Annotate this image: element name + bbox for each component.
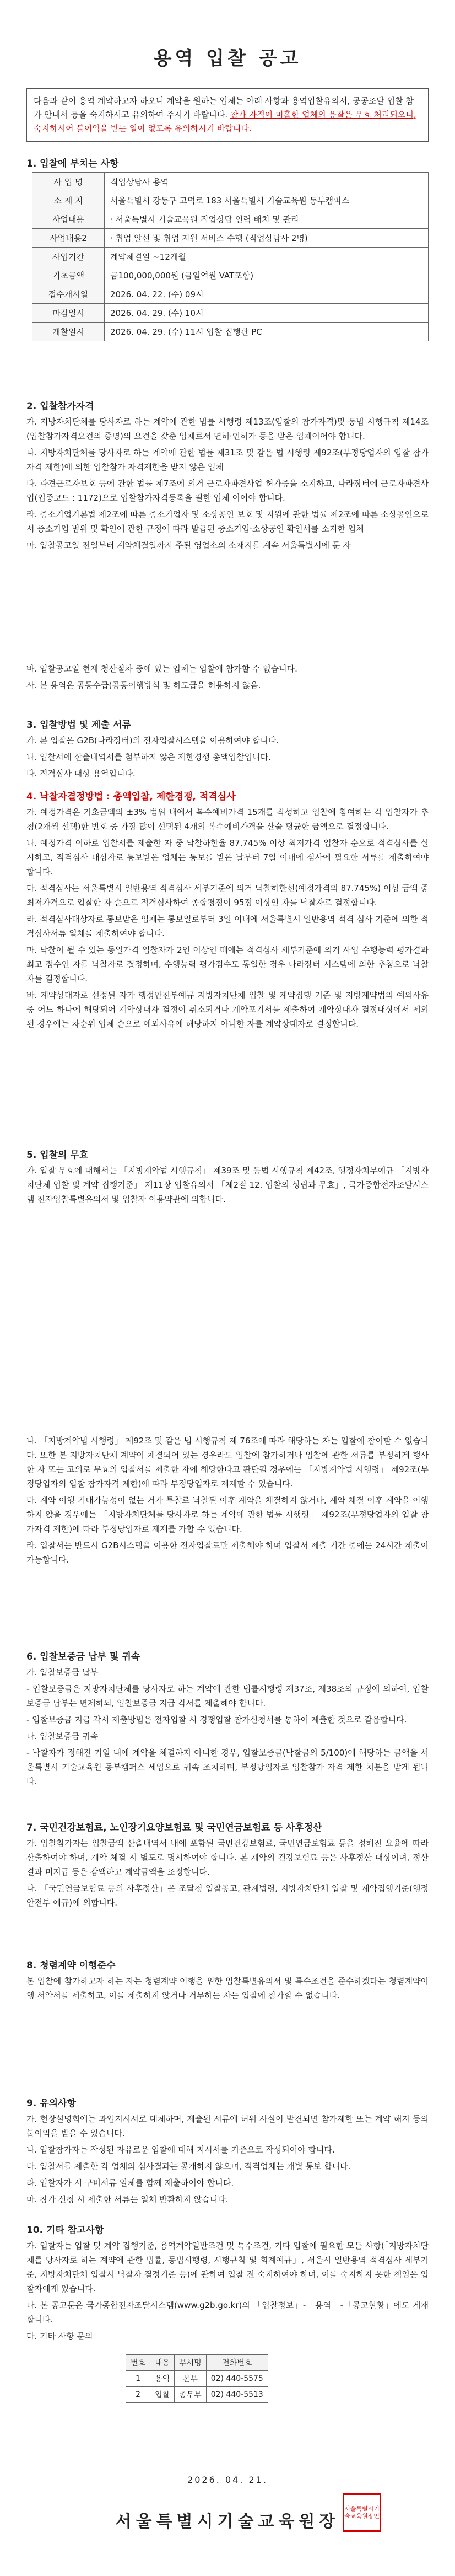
paragraph: 다. 파견근로자보호 등에 관한 법률 제7조에 의거 근로자파견사업 허가증을 소지하고, 나라장터에 근로자파견사업(업종코드 : 1172)으로 입찰참가자격등록을 필한 업체 이어야 합니다. [26, 479, 429, 503]
official-seal: 서울특별시기술교육원장인 [343, 2493, 381, 2532]
section-3-heading: 3. 입찰방법 및 제출 서류 [26, 720, 131, 731]
bid-info-table [32, 172, 429, 341]
info-value: · 서울특별시 기술교육원 직업상담 인력 배치 및 관리 [105, 210, 429, 229]
paragraph: 사. 본 용역은 공동수급(공동이행방식 및 하도급을 허용하지 않음. [26, 680, 261, 690]
contact-cell: 02) 440-5575 [206, 2371, 268, 2387]
contact-header-cell: 전화번호 [206, 2355, 268, 2371]
paragraph: 나. 예정가격 이하로 입찰서를 제출한 자 중 낙찰하한율 87.745% 이상 최저가격 입찰자 순으로 적격심사를 실시하고, 적격심사 대상자로 통보받은 업체는 통보를 받은 날부터 7일 이내에 심사에 필요한 서류를 제출하여야 합니다. [26, 838, 429, 877]
section-10-body [26, 2239, 429, 2346]
section-6-heading: 6. 입찰보증금 납부 및 귀속 [26, 1651, 140, 1662]
contact-cell: 총무부 [175, 2387, 207, 2403]
info-key: 개찰일시 [32, 323, 105, 341]
section-7-body [26, 1836, 429, 1912]
paragraph: 다. 기타 사항 문의 [26, 2331, 93, 2341]
paragraph: 다. 입찰서를 제출한 각 업체의 심사결과는 공개하지 않으며, 적격업체는 개별 통보 합니다. [26, 2161, 351, 2171]
paragraph: 가. 입찰 무효에 대해서는 「지방계약법 시행규칙」 제39조 및 동법 시행규칙 제42조, 행정자치부예규 「지방자치단체 입찰 및 계약 집행기준」 제11장 입찰유의서 「제2절 12. 입찰의 성립과 무효」, 국가종합전자조달시스템 전자입찰특별유의서 및 입찰자 이용약관에 의합니다. [26, 1166, 429, 1204]
section-2-heading: 2. 입찰참가자격 [26, 401, 94, 412]
contact-cell: 2 [126, 2387, 150, 2403]
info-key: 접수개시일 [32, 285, 105, 304]
info-key: 마감일시 [32, 304, 105, 323]
section-2-extra [26, 662, 429, 695]
paragraph: 라. 입찰자가 시 구비서류 일체를 함께 제출하여야 합니다. [26, 2178, 234, 2188]
paragraph: 가. 본 입찰은 G2B(나라장터)의 전자입찰시스템을 이용하여야 합니다. [26, 736, 279, 745]
paragraph: 가. 지방자치단체를 당사자로 하는 계약에 관한 법률 시행령 제13조(입찰의 참가자격)및 동법 시행규칙 제14조(입찰참가자격요건의 증명)의 요건을 갖춘 업체로서 면허·인허가 등을 받은 업체이어야 합니다. [26, 417, 429, 441]
section-3-body [26, 733, 429, 783]
contact-cell: 1 [126, 2371, 150, 2387]
info-value: 서울특별시 강동구 고덕로 183 서울특별시 기술교육원 동부캠퍼스 [105, 191, 429, 210]
info-value: 금100,000,000원 (금일억원 VAT포함) [105, 266, 429, 285]
paragraph: 라. 중소기업기본법 제2조에 따른 중소기업자 및 소상공인 보호 및 지원에 관한 법률 제2조에 따른 소상공인으로서 중소기업 범위 및 확인에 관한 규정에 따라 발급된 중소기업·소상공인 확인서를 소지한 업체 [26, 509, 429, 534]
paragraph: 바. 입찰공고일 현재 청산절차 중에 있는 업체는 입찰에 참가할 수 없습니다. [26, 664, 297, 674]
paragraph: - 입찰보증금 지급 각서 제출방법은 전자입찰 시 경쟁입찰 참가신청서를 통하여 제출한 것으로 갈음합니다. [26, 1715, 407, 1725]
intro-warning: 참가 자격이 미흡한 업체의 응찰은 무효 처리되오니, 숙지하시어 불이익을 받는 일이 없도록 유의하시기 바랍니다. [34, 110, 416, 133]
info-key: 기초금액 [32, 266, 105, 285]
info-value: 2026. 04. 29. (수) 11시 입찰 집행관 PC [105, 323, 429, 341]
notice-date: 2026. 04. 21. [187, 2475, 268, 2485]
paragraph: 가. 예정가격은 기초금액의 ±3% 범위 내에서 복수예비가격 15개를 작성하고 입찰에 참여하는 각 입찰자가 추첨(2개씩 선택)한 번호 중 가장 많이 선택된 4개의 복수예비가격을 산술 평균한 금액으로 결정합니다. [26, 807, 429, 831]
section-1-heading: 1. 입찰에 부치는 사항 [26, 158, 119, 169]
section-10-heading: 10. 기타 참고사항 [26, 2225, 104, 2236]
contact-row [126, 2387, 268, 2403]
info-row [32, 248, 429, 266]
info-value: 2026. 04. 22. (수) 09시 [105, 285, 429, 304]
info-value: 직업상담사 용역 [105, 173, 429, 191]
paragraph: 나. 입찰서에 산출내역서를 첨부하지 않은 제한경쟁 총액입찰입니다. [26, 752, 271, 762]
paragraph: - 입찰보증금은 지방자치단체를 당사자로 하는 계약에 관한 법률시행령 제37조, 제38조의 규정에 의하여, 입찰보증금 납부는 면제하되, 입찰보증금 지급 각서를 제출해야 합니다. [26, 1684, 429, 1708]
section-4-body [26, 805, 429, 1033]
paragraph: 나. 「국민연금보험료 등의 사후정산」은 조달청 입찰공고, 관계법령, 지방자치단체 입찰 및 계약집행기준(행정안전부 예규)에 의합니다. [26, 1883, 429, 1908]
info-row [32, 304, 429, 323]
paragraph: 본 입찰에 참가하고자 하는 자는 청렴계약 이행을 위한 입찰특별유의서 및 특수조건을 준수하겠다는 청렴계약이행 서약서를 제출하고, 이를 제출하지 않거나 거부하는 자는 입찰에 참가할 수 없습니다. [26, 1976, 429, 2000]
section-9-heading: 9. 유의사항 [26, 2098, 76, 2109]
paragraph: 가. 입찰자는 입찰 및 계약 집행기준, 용역계약일반조건 및 특수조건, 기타 입찰에 필요한 모든 사항(「지방자치단체를 당사자로 하는 계약에 관한 법률, 동법시행령, 시행규칙 및 회계예규」, 서울시 일반용역 적격심사 세부기준, 지방자치단체 입찰시 낙찰자 결정기준 등)에 관하여 입찰 전 숙지하여야 하며, 이를 숙지하지 못한 책임은 입찰자에게 있습니다. [26, 2241, 429, 2294]
contact-table [126, 2354, 268, 2403]
contact-cell: 입찰 [150, 2387, 175, 2403]
paragraph: 라. 적격심사대상자로 통보받은 업체는 통보일로부터 3일 이내에 서울특별시 일반용역 적격 심사 기준에 의한 적격심사서류 일체를 제출하여야 합니다. [26, 914, 429, 938]
paragraph: 라. 입찰서는 반드시 G2B시스템을 이용한 전자입찰로만 제출해야 하며 입찰서 제출 기간 중에는 24시간 제출이 가능합니다. [26, 1541, 429, 1565]
paragraph: 가. 현장설명회에는 과업지시서로 대체하며, 제출된 서류에 허위 사실이 발견되면 참가제한 또는 계약 해지 등의 불이익을 받을 수 있습니다. [26, 2114, 429, 2138]
paragraph: 가. 입찰보증금 납부 [26, 1667, 99, 1677]
section-8-heading: 8. 청렴계약 이행준수 [26, 1960, 116, 1971]
paragraph: 다. 적격심사는 서울특별시 일반용역 적격심사 세부기준에 의거 낙찰하한선(예정가격의 87.745%) 이상 금액 중 최저가격으로 입찰한 자 순으로 적격심사하여 종합평점이 95점 이상인 자를 낙찰자로 결정합니다. [26, 883, 429, 908]
section-8-body [26, 1974, 429, 2005]
info-key: 사 업 명 [32, 173, 105, 191]
info-row [32, 266, 429, 285]
contact-header-cell: 내용 [150, 2355, 175, 2371]
paragraph: 가. 입찰참가자는 입찰금액 산출내역서 내에 포함된 국민건강보험료, 국민연금보험료 등을 정해진 요율에 따라 산출하여야 하며, 계약 체결 시 별도로 명시하여야 합니다. 본 계약의 건강보험료 등은 사후정산 대상이며, 정산 결과 미지급 등은 감액하고 계약금액을 조정합니다. [26, 1838, 429, 1877]
intro-text: 다음과 같이 용역 계약하고자 하오니 계약을 원하는 업체는 아래 사항과 용역입찰유의서, 공공조달 입찰 참가 안내서 등을 숙지하시고 유의하여 주시기 바랍니다. [34, 96, 414, 120]
section-5-heading: 5. 입찰의 무효 [26, 1150, 89, 1161]
contact-row [126, 2371, 268, 2387]
contact-cell: 본부 [175, 2371, 207, 2387]
info-value: 계약체결일 ~12개월 [105, 248, 429, 266]
page-title: 용역 입찰 공고 [153, 47, 302, 69]
paragraph: 다. 적격심사 대상 용역입니다. [26, 769, 136, 779]
section-4-heading: 4. 낙찰자결정방법 : 총액입찰, 제한경쟁, 적격심사 [26, 791, 236, 802]
paragraph: 마. 참가 신청 시 제출한 서류는 일체 반환하지 않습니다. [26, 2194, 229, 2204]
paragraph: - 낙찰자가 정해진 기일 내에 계약을 체결하지 아니한 경우, 입찰보증금(낙찰금의 5/100)에 해당하는 금액을 서울특별시 기술교육원 동부캠퍼스 세입으로 귀속 조치하며, 부정당업자로 입찰참가 자격 제한 처분을 받게 됩니다. [26, 1748, 429, 1786]
contact-cell: 02) 440-5513 [206, 2387, 268, 2403]
contact-header-cell: 부서명 [175, 2355, 207, 2371]
info-row [32, 191, 429, 210]
section-2-body [26, 415, 429, 555]
contact-cell: 용역 [150, 2371, 175, 2387]
paragraph: 다. 계약 이행 기대가능성이 없는 거가 투찰로 낙찰된 이후 계약을 체결하지 않거나, 계약 체결 이후 계약을 이행하지 않을 경우에는 「지방자치단체를 당사자로 하는 계약에 관한 법률 시행령」 제92조(부정당업자의 입찰 참가자격 제한)에 따라 부정당업자로 제재를 가할 수 있습니다. [26, 1495, 429, 1534]
info-row [32, 323, 429, 341]
paragraph: 나. 지방자치단체를 당사자로 하는 계약에 관한 법률 제31조 및 같은 법 시행령 제92조(부정당업자의 입찰 참가자격 제한)에 의한 입찰참가 자격제한을 받지 않은 업체 [26, 448, 429, 472]
info-key: 사업내용 [32, 210, 105, 229]
info-key: 사업내용2 [32, 229, 105, 248]
paragraph: 마. 입찰공고일 전일부터 계약체결일까지 주된 영업소의 소재지를 계속 서울특별시에 둔 자 [26, 540, 351, 550]
paragraph: 마. 낙찰이 될 수 있는 동일가격 입찰자가 2인 이상인 때에는 적격심사 세부기준에 의거 사업 수행능력 평가결과 최고 점수인 자를 낙찰자로 결정하며, 수행능력 평가점수도 동일한 경우 나라장터 시스템에 의한 추첨으로 낙찰자를 결정합니다. [26, 945, 429, 984]
contact-header-cell: 번호 [126, 2355, 150, 2371]
info-row [32, 285, 429, 304]
info-row [32, 173, 429, 191]
section-5-body [26, 1163, 429, 1209]
section-5-extra [26, 1434, 429, 1569]
paragraph: 나. 「지방계약법 시행령」 제92조 및 같은 법 시행규칙 제 76조에 따라 해당하는 자는 입찰에 참여할 수 없습니다. 또한 본 지방자치단체 계약이 체결되어 있는 경우라도 입찰에 참가하거나 입찰에 관한 서류를 부정하게 행사한 자 또는 고의로 무효의 입찰서를 제출한 자에 해당한다고 판단될 경우에는 「지방계약법 시행령」 제92조(부정당업자의 입찰 참가자격 제한)에 따라 부정당업자로 제재할 수 있습니다. [26, 1436, 429, 1489]
section-7-heading: 7. 국민건강보험료, 노인장기요양보험료 및 국민연금보험료 등 사후정산 [26, 1822, 322, 1833]
section-6-body [26, 1665, 429, 1791]
paragraph: 나. 입찰보증금 귀속 [26, 1731, 99, 1741]
paragraph: 나. 본 공고문은 국가종합전자조달시스템(www.g2b.go.kr)의 「입찰정보」-「용역」-「공고현황」에도 게재합니다. [26, 2300, 429, 2325]
info-row [32, 210, 429, 229]
paragraph: 나. 입찰참가자는 작성된 자유로운 입찰에 대해 지시서를 기준으로 작성되어야 합니다. [26, 2145, 335, 2155]
intro-box [26, 88, 429, 142]
info-row [32, 229, 429, 248]
paragraph: 바. 계약상대자로 선정된 자가 행정안전부예규 지방자치단체 입찰 및 계약집행 기준 및 지방계약법의 예외사유 중 어느 하나에 해당되어 계약상대자 결정이 취소되거나 계약포기서를 제출하여 계약상대자 결정대상에서 제외된 경우에는 차순위 업체 순으로 예외사유에 해당하지 아니한 자를 계약상대자로 결정합니다. [26, 990, 429, 1029]
info-key: 소 재 지 [32, 191, 105, 210]
info-value: · 취업 알선 및 취업 지원 서비스 수행 (직업상담사 2명) [105, 229, 429, 248]
info-value: 2026. 04. 29. (수) 10시 [105, 304, 429, 323]
info-key: 사업기간 [32, 248, 105, 266]
issuer-name: 서울특별시기술교육원장 [115, 2512, 340, 2531]
section-9-body [26, 2112, 429, 2209]
